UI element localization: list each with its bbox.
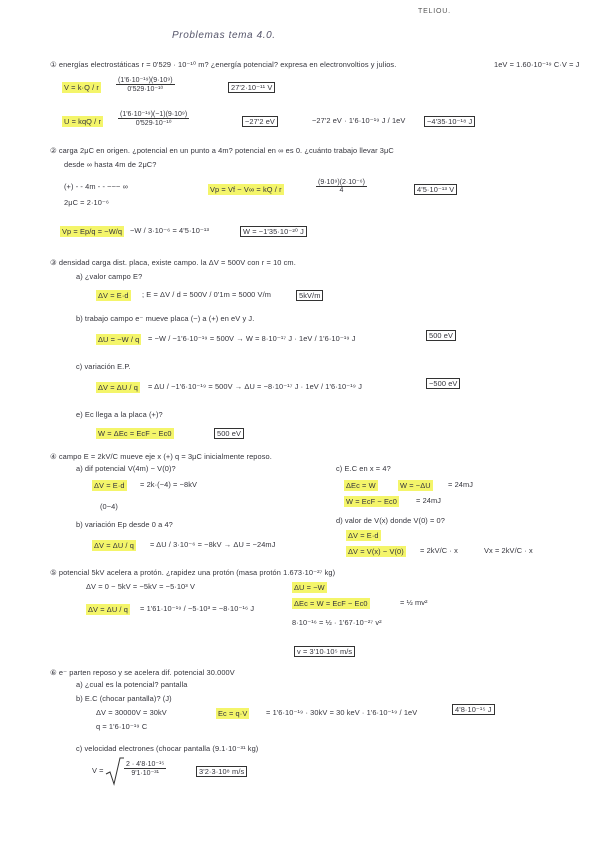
sqrt-sign-icon <box>104 756 124 786</box>
p1-u-denominator: 0'529·10⁻¹⁰ <box>135 120 172 127</box>
p3-c-step: = ΔU / −1'6·10⁻¹⁹ = 500V → ΔU = −8·10⁻¹⁷ J · 1eV / 1'6·10⁻¹⁹ J <box>148 382 362 391</box>
p1-v-formula: V = k·Q / r <box>64 83 99 92</box>
p4-c-result1: = 24mJ <box>448 480 474 489</box>
p5-formula: ΔV = ΔU / q <box>88 605 128 614</box>
p4-c-line1: ΔEc = W <box>346 481 376 490</box>
p5-line1: ΔV = 0 − 5kV = −5kV = −5·10³ V <box>86 582 196 591</box>
p3-c-formula: ΔV = ΔU / q <box>98 383 138 392</box>
p4-part-d: d) valor de V(x) donde V(0) = 0? <box>336 516 445 525</box>
p3-b-formula: ΔU = −W / q <box>98 335 140 344</box>
p2-statement-2: desde ∞ hasta 4m de 2μC? <box>64 160 157 169</box>
p6-line1: ΔV = 30000V = 30kV <box>96 708 167 717</box>
p4-part-c: c) E.C en x = 4? <box>336 464 391 473</box>
p3-d-result: 500 eV <box>214 428 244 439</box>
p3-a-formula: ΔV = E·d <box>98 291 129 300</box>
p3-d-formula: W = ΔEc = EcF − Ec0 <box>98 429 172 438</box>
p3-part-a: a) ¿valor campo E? <box>76 272 143 281</box>
p2-w-step: −W / 3·10⁻⁶ = 4'5·10⁻¹³ <box>130 226 210 235</box>
p4-d-line1: ΔV = E·d <box>348 531 379 540</box>
p2-statement: ② carga 2μC en origen. ¿potencial en un punto a 4m? potencial en ∞ es 0. ¿cuánto trabajo llevar 3μC <box>50 146 394 155</box>
p2-vp-numerator: (9·10⁹)(2·10⁻⁶) <box>318 179 365 186</box>
p4-c-line1b: W = −ΔU <box>400 481 431 490</box>
p6-part-a: a) ¿cual es la potencial? pantalla <box>76 680 188 689</box>
p3-b-result: 500 eV <box>426 330 456 341</box>
p3-a-result: 5kV/m <box>296 290 323 301</box>
p6-v-result: 3'2·3·10⁸ m/s <box>196 766 247 777</box>
p3-c-result: −500 eV <box>426 378 460 389</box>
p1-v-fraction <box>116 76 175 93</box>
p5-result2: = ½ mv² <box>400 598 428 607</box>
p4-part-b: b) variación Ep desde 0 a 4? <box>76 520 173 529</box>
p2-vp-formula: Vp = Vf − V∞ = kQ / r <box>210 185 282 194</box>
p5-statement: ⑤ potencial 5kV acelera a protón. ¿rapidez una protón (masa protón 1.673·10⁻²⁷ kg) <box>50 568 336 577</box>
p4-b-formula: ΔV = ΔU / q <box>94 541 134 550</box>
p1-u-fraction <box>118 110 189 127</box>
p1-u-result-ev: −27'2 eV <box>242 116 278 127</box>
p4-part-a: a) dif potencial V(4m) − V(0)? <box>76 464 176 473</box>
p1-statement: ① energías electrostáticas r = 0'529 · 10⁻¹⁰ m? ¿energía potencial? expresa en electronvoltios y julios. <box>50 60 397 69</box>
p3-part-c: c) variación E.P. <box>76 362 131 371</box>
p4-d-result: Vx = 2kV/C · x <box>484 546 533 555</box>
p3-b-step: = −W / −1'6·10⁻¹⁹ = 500V → W = 8·10⁻¹⁷ J · 1eV / 1'6·10⁻¹⁹ J <box>148 334 356 343</box>
author-name: TELIOU. <box>418 8 451 15</box>
p5-result: v = 3'10·10⁵ m/s <box>294 646 355 657</box>
p2-diagram: (+) - - 4m - - ~~~ ∞ <box>64 182 128 191</box>
p6-step: = 1'6·10⁻¹⁹ · 30kV = 30 keV · 1'6·10⁻¹⁹ / 1eV <box>266 708 418 717</box>
p4-d-result2: = 2kV/C · x <box>420 546 458 555</box>
p3-part-b: b) trabajo campo e⁻ mueve placa (−) a (+) en eV y J. <box>76 314 255 323</box>
p4-c-line2: W = EcF − Ec0 <box>346 497 397 506</box>
p1-conversion: 1eV = 1.60·10⁻¹⁹ C·V = J <box>494 60 580 69</box>
p1-v-result: 27'2·10⁻¹¹ V <box>228 82 275 93</box>
p4-d-line2: ΔV = V(x) − V(0) <box>348 547 404 556</box>
p6-line2: q = 1'6·10⁻¹⁹ C <box>96 722 148 731</box>
p6-result: 4'8·10⁻¹⁵ J <box>452 704 495 715</box>
p6-v-denominator: 9'1·10⁻³¹ <box>131 770 159 777</box>
p4-a-note: (0−4) <box>100 502 118 511</box>
p6-part-c: c) velocidad electrones (chocar pantalla (9.1·10⁻³¹ kg) <box>76 744 259 753</box>
p2-w-result: W = −1'35·10⁻²⁰ J <box>240 226 307 237</box>
p6-v-fraction <box>124 760 166 777</box>
page-title: Problemas tema 4.0. <box>172 30 276 41</box>
p3-statement: ③ densidad carga dist. placa, existe campo. la ΔV = 500V con r = 10 cm. <box>50 258 296 267</box>
p6-statement: ⑥ e⁻ parten reposo y se acelera dif. potencial 30.000V <box>50 668 235 677</box>
p1-u-conversion: −27'2 eV · 1'6·10⁻¹⁹ J / 1eV <box>312 116 406 125</box>
p2-vp-result: 4'5·10⁻¹³ V <box>414 184 457 195</box>
p4-a-formula: ΔV = E·d <box>94 481 125 490</box>
p4-b-step: = ΔU / 3·10⁻⁶ = −8kV → ΔU = −24mJ <box>150 540 276 549</box>
p6-part-b: b) E.C (chocar pantalla)? (J) <box>76 694 172 703</box>
p2-w-formula: Vp = Ep/q = −W/q <box>62 227 123 236</box>
p1-v-numerator: (1'6·10⁻¹⁹)(9·10⁹) <box>118 77 173 84</box>
p1-u-formula: U = kqQ / r <box>64 117 102 126</box>
p4-a-step: = 2k·(−4) = −8kV <box>140 480 198 489</box>
p4-statement: ④ campo E = 2kV/C mueve eje x (+) q = 3μC inicialmente reposo. <box>50 452 272 461</box>
p4-c-result2: = 24mJ <box>416 496 442 505</box>
p5-highlight1: ΔU = −W <box>294 583 325 592</box>
p6-v-label: V = <box>92 766 104 775</box>
p2-vp-denominator: 4 <box>339 187 344 194</box>
p6-v-numerator: 2 · 4'8·10⁻¹⁵ <box>126 761 165 768</box>
p2-vp-fraction <box>316 178 367 194</box>
p2-charge-label: 2μC = 2·10⁻⁶ <box>64 198 110 207</box>
p5-step: = 1'61·10⁻¹⁹ / −5·10³ = −8·10⁻¹⁶ J <box>140 604 255 613</box>
p5-highlight2: ΔEc = W = EcF − Ec0 <box>294 599 368 608</box>
p3-a-step: ; E = ΔV / d = 500V / 0'1m = 5000 V/m <box>142 290 271 299</box>
p6-formula: Ec = q·V <box>218 709 248 718</box>
p5-line3: 8·10⁻¹⁶ = ½ · 1'67·10⁻²⁷ v² <box>292 618 382 627</box>
p3-part-d: e) Ec llega a la placa (+)? <box>76 410 163 419</box>
p1-v-denominator: 0'529·10⁻¹⁰ <box>127 86 164 93</box>
p1-u-result-j: −4'35·10⁻¹⁸ J <box>424 116 475 127</box>
p1-u-numerator: (1'6·10⁻¹⁹)(−1)(9·10⁹) <box>120 111 188 118</box>
